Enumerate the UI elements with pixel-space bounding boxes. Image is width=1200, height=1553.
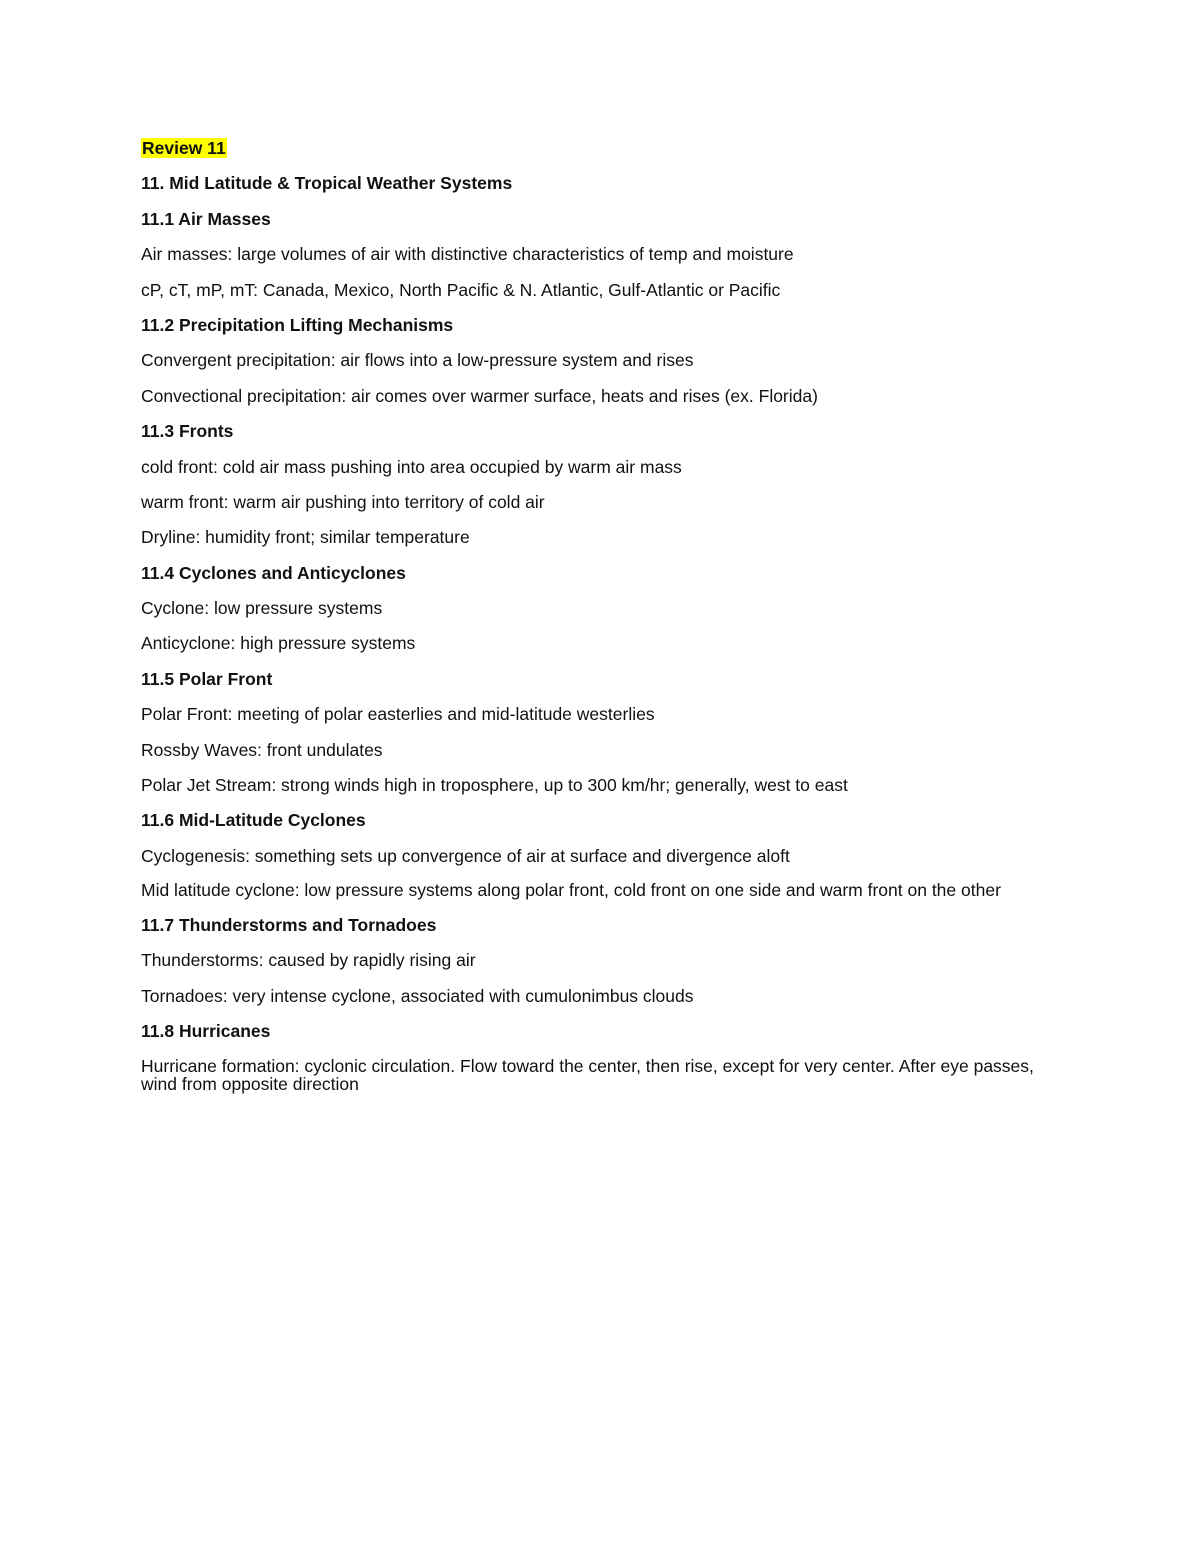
- title-highlight: Review 11: [142, 138, 226, 158]
- section-heading: 11.2 Precipitation Lifting Mechanisms: [141, 314, 454, 335]
- body-line: Convectional precipitation: air comes over warmer surface, heats and rises (ex. Florida): [141, 385, 818, 406]
- body-line: Hurricane formation: cyclonic circulation. Flow toward the center, then rise, except for very center. After eye passes, wind from opposite direction: [141, 1055, 1034, 1095]
- section-heading: 11.8 Hurricanes: [141, 1021, 271, 1042]
- document-lines: [141, 173, 1061, 1093]
- body-line: Anticyclone: high pressure systems: [141, 633, 416, 654]
- section-heading: 11.4 Cyclones and Anticyclones: [141, 562, 406, 583]
- body-line: Cyclone: low pressure systems: [141, 598, 383, 619]
- section-heading: 11.3 Fronts: [141, 421, 234, 442]
- section-heading: 11.5 Polar Front: [141, 668, 273, 689]
- body-line: cold front: cold air mass pushing into area occupied by warm air mass: [141, 456, 682, 477]
- section-heading: 11. Mid Latitude & Tropical Weather Systems: [141, 173, 513, 194]
- body-line: Thunderstorms: caused by rapidly rising air: [141, 950, 476, 971]
- body-line: Tornadoes: very intense cyclone, associated with cumulonimbus clouds: [141, 985, 694, 1006]
- document-title: [141, 138, 1061, 158]
- body-line: Dryline: humidity front; similar temperature: [141, 527, 470, 548]
- body-line: Mid latitude cyclone: low pressure systems along polar front, cold front on one side and warm front on the other: [141, 880, 1001, 901]
- section-heading: 11.1 Air Masses: [141, 208, 271, 229]
- body-line: Air masses: large volumes of air with distinctive characteristics of temp and moisture: [141, 244, 794, 265]
- section-heading: 11.7 Thunderstorms and Tornadoes: [141, 915, 437, 936]
- body-line: warm front: warm air pushing into territory of cold air: [141, 491, 545, 512]
- body-line: Cyclogenesis: something sets up convergence of air at surface and divergence aloft: [141, 845, 790, 866]
- body-line: Rossby Waves: front undulates: [141, 739, 383, 760]
- section-heading: 11.6 Mid-Latitude Cyclones: [141, 810, 366, 831]
- body-line: cP, cT, mP, mT: Canada, Mexico, North Pacific & N. Atlantic, Gulf-Atlantic or Pacific: [141, 279, 781, 300]
- document-body: [141, 138, 1061, 1109]
- body-line: Convergent precipitation: air flows into a low-pressure system and rises: [141, 350, 694, 371]
- body-line: Polar Front: meeting of polar easterlies and mid-latitude westerlies: [141, 704, 655, 725]
- body-line: Polar Jet Stream: strong winds high in troposphere, up to 300 km/hr; generally, west to east: [141, 775, 848, 796]
